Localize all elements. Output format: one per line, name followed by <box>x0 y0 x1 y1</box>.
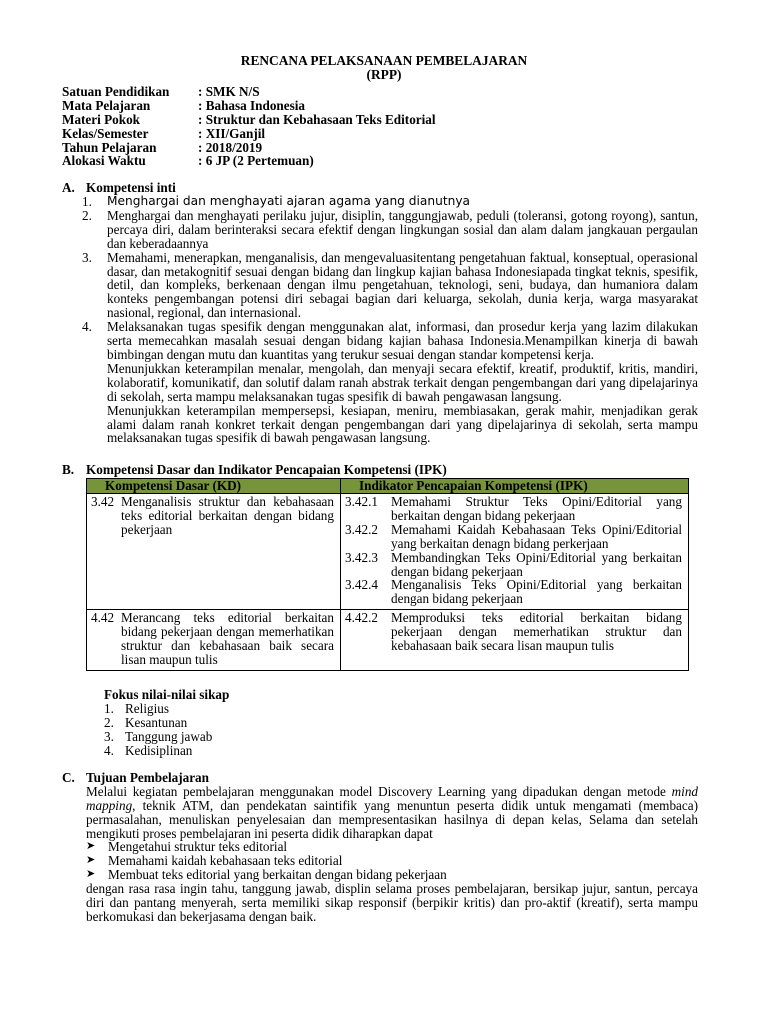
section-title: Kompetensi Dasar dan Indikator Pencapaian Kompetensi (IPK) <box>86 462 447 477</box>
identity-value: : XII/Ganjil <box>198 125 266 141</box>
intro-emphasis: mind mapping <box>86 784 698 813</box>
ipk-text: Memahami Struktur Teks Opini/Editorial yang berkaitan dengan bidang pekerjaan <box>391 494 682 523</box>
item-number: 3. <box>82 249 92 265</box>
kd-text: Merancang teks editorial berkaitan bidang pekerjaan dengan memerhatikan struktur dan kebahasaan baik secara lisan maupun tulis <box>121 610 334 667</box>
identity-row <box>62 127 436 141</box>
identity-key: Kelas/Semester <box>62 125 149 141</box>
item-text: Memahami kaidah kebahasaan teks editorial <box>108 852 343 868</box>
item-number: 3. <box>104 728 114 744</box>
item-text: Menunjukkan keterampilan mempersepsi, kesiapan, meniru, membiasakan, gerak mahir, menjadikan gerak alami dalam ranah konkret terkait dengan pengembangan dari yang dipelajarinya di sekolah, serta mampu melaksanakan tugas spesifik di bawah pengawasan langsung. <box>107 402 698 446</box>
ipk-entry <box>345 611 682 653</box>
section-title: Tujuan Pembelajaran <box>86 770 209 785</box>
kd-cell <box>87 610 341 671</box>
attitude-focus <box>104 688 229 758</box>
kd-entry <box>91 611 334 667</box>
learning-objective-closing <box>86 882 698 924</box>
intro-paragraph <box>86 785 698 841</box>
item-text: Religius <box>125 700 169 716</box>
section-letter: C. <box>62 770 75 785</box>
ipk-entry <box>345 578 682 606</box>
item-text: Mengetahui struktur teks editorial <box>108 839 288 854</box>
item-text: Membuat teks editorial yang berkaitan dengan bidang pekerjaan <box>108 866 447 882</box>
item-number: 4. <box>82 319 92 335</box>
ipk-text: Menganalisis Teks Opini/Editorial yang berkaitan dengan bidang pekerjaan <box>391 577 682 607</box>
identity-row <box>62 113 436 127</box>
identity-row <box>62 141 436 155</box>
list-item <box>82 195 698 209</box>
list-item <box>104 716 229 730</box>
kd-text: Menganalisis struktur dan kebahasaan teks editorial berkaitan dengan bidang pekerjaan <box>121 494 334 537</box>
column-header-kd: Kompetensi Dasar (KD) <box>87 479 341 494</box>
attitude-focus-title: Fokus nilai-nilai sikap <box>104 687 230 702</box>
core-competency-list <box>82 195 698 445</box>
learning-objective-intro <box>86 785 698 841</box>
competency-table <box>86 478 689 671</box>
identity-key: Mata Pelajaran <box>62 97 151 113</box>
document-subtitle: (RPP) <box>366 67 402 82</box>
ipk-entry <box>345 523 682 551</box>
identity-value: : 6 JP (2 Pertemuan) <box>198 153 314 169</box>
column-header-ipk: Indikator Pencapaian Kompetensi (IPK) <box>341 479 689 494</box>
section-letter: A. <box>62 180 75 195</box>
item-text: Menghargai dan menghayati perilaku jujur, disiplin, tanggungjawab, peduli (toleransi, gotong royong), santun, percaya diri, dalam berinteraksi secara efektif dengan lingkungan sosial dan alam dalam jangkauan pergaulan dan keberadaannya <box>107 207 698 251</box>
identity-value: : Struktur dan Kebahasaan Teks Editorial <box>198 111 436 127</box>
ipk-code: 3.42.4 <box>345 577 378 593</box>
kd-code: 4.42 <box>91 610 115 626</box>
arrowhead-bullet-icon: ➤ <box>86 840 96 852</box>
ipk-cell <box>341 610 689 671</box>
list-item <box>86 868 447 882</box>
item-text: Menghargai dan menghayati ajaran agama yang dianutnya <box>107 194 471 208</box>
section-title: Kompetensi inti <box>86 180 176 195</box>
item-text: Kesantunan <box>125 714 188 730</box>
item-text: Melaksanakan tugas spesifik dengan menggunakan alat, informasi, dan prosedur kerja yang lazim dilakukan serta memecahkan masalah sesuai dengan bidang kajian bahasa Indonesia.Menampilkan kinerja di bawah bimbingan dengan mutu dan kuantitas yang terukur sesuai dengan standar kompetensi kerja. <box>107 319 698 362</box>
ipk-code: 3.42.3 <box>345 549 378 565</box>
closing-paragraph: dengan rasa rasa ingin tahu, tanggung jawab, displin selama proses pembelajaran, bersikap jujur, santun, percaya diri dan pantang menyerah, serta memiliki sikap responsif (berpikir kritis) dan pro-aktif (kreatif), serta mampu berkomukasi dan bekerjasama dengan baik. <box>86 881 698 924</box>
table-row <box>87 494 689 610</box>
identity-value: : SMK N/S <box>198 84 260 99</box>
section-letter: B. <box>62 462 75 477</box>
kd-cell <box>87 494 341 610</box>
list-item <box>104 730 229 744</box>
document-title: RENCANA PELAKSANAAN PEMBELAJARAN <box>240 53 528 68</box>
intro-text: Melalui kegiatan pembelajaran menggunakan model Discovery Learning yang dipadukan dengan metode <box>86 784 672 799</box>
ipk-code: 3.42.1 <box>345 494 378 509</box>
identity-row <box>62 99 436 113</box>
identity-key: Tahun Pelajaran <box>62 139 157 155</box>
list-item <box>86 840 447 854</box>
ipk-entry <box>345 495 682 523</box>
identity-key: Satuan Pendidikan <box>62 84 170 99</box>
ipk-cell <box>341 494 689 610</box>
intro-text: , teknik ATM, dan pendekatan saintifik yang menuntun peserta didik untuk mengamati (membaca) permasalahan, menuliskan penyelesaian dan mempresentasikan hasilnya di depan kelas, Selama dan setelah mengikuti proses pembelajaran ini peserta didik diharapkan dapat <box>86 797 698 841</box>
ipk-text: Membandingkan Teks Opini/Editorial yang berkaitan dengan bidang pekerjaan <box>391 549 682 579</box>
table-header-row <box>87 479 689 494</box>
list-item <box>86 854 447 868</box>
item-number: 1. <box>82 194 92 209</box>
ipk-text: Memahami Kaidah Kebahasaan Teks Opini/Editorial yang berkaitan denagn bidang perkerjaan <box>391 521 682 551</box>
list-item <box>104 702 229 716</box>
identity-key: Alokasi Waktu <box>62 153 146 169</box>
identity-value: : Bahasa Indonesia <box>198 97 306 113</box>
item-number: 2. <box>104 714 114 730</box>
kd-code: 3.42 <box>91 494 115 509</box>
arrowhead-bullet-icon: ➤ <box>86 867 96 880</box>
item-text: Menunjukkan keterampilan menalar, mengolah, dan menyaji secara efektif, kreatif, produktif, kritis, mandiri, kolaboratif, komunikatif, dan solutif dalam ranah abstrak terkait dengan pengembangan dari yang dipelajarinya di sekolah, serta mampu melaksanakan tugas spesifik di bawah pengawasan langsung. <box>107 360 698 404</box>
list-item <box>82 209 698 251</box>
arrowhead-bullet-icon: ➤ <box>86 853 96 866</box>
section-c-heading <box>62 771 209 785</box>
item-number: 4. <box>104 742 114 758</box>
ipk-code: 3.42.2 <box>345 521 378 537</box>
identity-key: Materi Pokok <box>62 111 141 127</box>
ipk-text: Memproduksi teks editorial berkaitan bidang pekerjaan dengan memerhatikan struktur dan kebahasaan baik secara lisan maupun tulis <box>391 610 682 654</box>
item-text: Tanggung jawab <box>125 728 213 744</box>
identity-row <box>62 85 436 99</box>
kd-entry <box>91 495 334 537</box>
ipk-entry <box>345 551 682 579</box>
section-a-heading <box>62 181 176 195</box>
item-text: Memahami, menerapkan, menganalisis, dan mengevaluasitentang pengetahuan faktual, konseptual, operasional dasar, dan metakognitif sesuai dengan bidang dan lingkup kajian bahasa Indonesiapada tingkat teknis, spesifik, detil, dan kompleks, berkenaan dengan ilmu pengetahuan, teknologi, seni, budaya, dan humaniora dalam konteks pengembangan potensi diri sebagai bagian dari keluarga, sekolah, dunia kerja, warga masyarakat nasional, regional, dan internasional. <box>107 249 698 321</box>
list-item <box>104 744 229 758</box>
list-item <box>82 320 698 445</box>
item-text: Kedisiplinan <box>125 742 193 758</box>
list-item <box>82 251 698 321</box>
item-number: 2. <box>82 207 92 223</box>
identity-block <box>62 85 436 168</box>
identity-value: : 2018/2019 <box>198 139 263 155</box>
item-number: 1. <box>104 700 114 716</box>
ipk-code: 4.42.2 <box>345 610 378 626</box>
objective-bullet-list <box>86 840 447 882</box>
table-row <box>87 610 689 671</box>
identity-row <box>62 154 436 168</box>
section-b-heading <box>62 463 447 477</box>
